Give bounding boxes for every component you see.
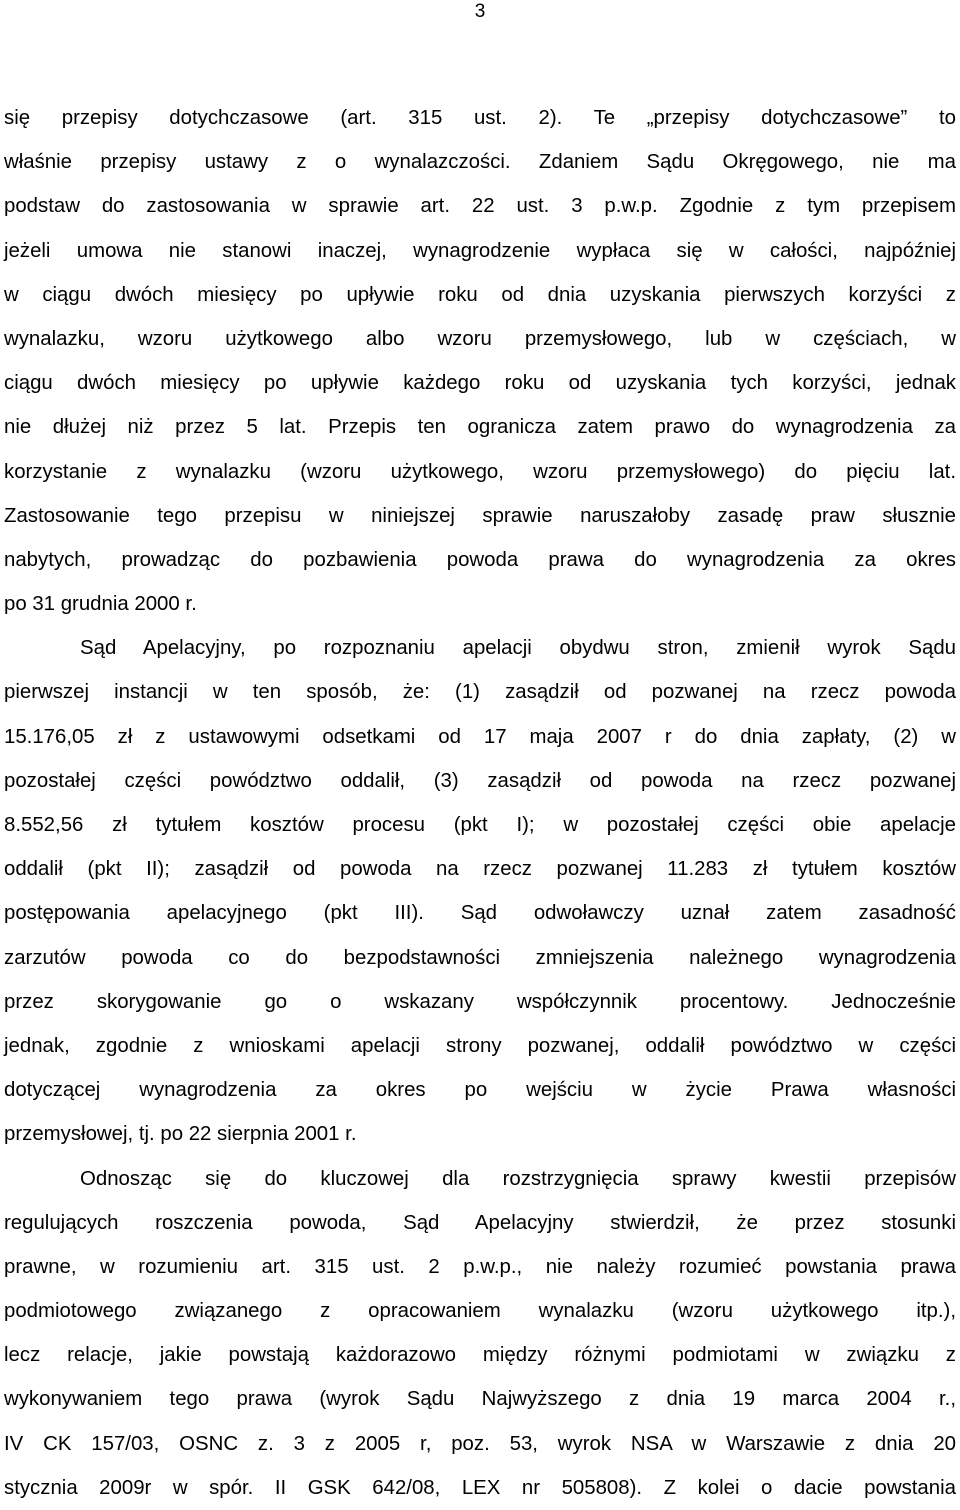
text-line: postępowania apelacyjnego (pkt III). Sąd odwoławczy uznał zatem zasadność (4, 891, 956, 935)
paragraph (4, 96, 956, 626)
text-line: ciągu dwóch miesięcy po upływie każdego roku od uzyskania tych korzyści, jednak (4, 361, 956, 405)
text-line: podmiotowego związanego z opracowaniem wynalazku (wzoru użytkowego itp.), (4, 1289, 956, 1333)
text-line: 8.552,56 zł tytułem kosztów procesu (pkt I); w pozostałej części obie apelacje (4, 803, 956, 847)
text-line: nabytych, prowadząc do pozbawienia powoda prawa do wynagrodzenia za okres (4, 538, 956, 582)
text-line: stycznia 2009r w spór. II GSK 642/08, LEX nr 505808). Z kolei o dacie powstania (4, 1466, 956, 1510)
text-line: właśnie przepisy ustawy z o wynalazczości. Zdaniem Sądu Okręgowego, nie ma (4, 140, 956, 184)
text-line: IV CK 157/03, OSNC z. 3 z 2005 r, poz. 53, wyrok NSA w Warszawie z dnia 20 (4, 1422, 956, 1466)
text-line: przemysłowej, tj. po 22 sierpnia 2001 r. (4, 1112, 956, 1156)
paragraph (4, 626, 956, 1156)
text-line: przez skorygowanie go o wskazany współczynnik procentowy. Jednocześnie (4, 980, 956, 1024)
paragraph-list (4, 96, 956, 1510)
text-line: się przepisy dotychczasowe (art. 315 ust. 2). Te „przepisy dotychczasowe” to (4, 96, 956, 140)
text-line: w ciągu dwóch miesięcy po upływie roku od dnia uzyskania pierwszych korzyści z (4, 273, 956, 317)
text-line: oddalił (pkt II); zasądził od powoda na rzecz pozwanej 11.283 zł tytułem kosztów (4, 847, 956, 891)
text-line: wykonywaniem tego prawa (wyrok Sądu Najwyższego z dnia 19 marca 2004 r., (4, 1377, 956, 1421)
text-line: jednak, zgodnie z wnioskami apelacji strony pozwanej, oddalił powództwo w części (4, 1024, 956, 1068)
text-line: nie dłużej niż przez 5 lat. Przepis ten ogranicza zatem prawo do wynagrodzenia za (4, 405, 956, 449)
text-line: podstaw do zastosowania w sprawie art. 22 ust. 3 p.w.p. Zgodnie z tym przepisem (4, 184, 956, 228)
text-line: 15.176,05 zł z ustawowymi odsetkami od 17 maja 2007 r do dnia zapłaty, (2) w (4, 715, 956, 759)
text-line: lecz relacje, jakie powstają każdorazowo między różnymi podmiotami w związku z (4, 1333, 956, 1377)
text-line: jeżeli umowa nie stanowi inaczej, wynagrodzenie wypłaca się w całości, najpóźniej (4, 229, 956, 273)
text-line: korzystanie z wynalazku (wzoru użytkowego, wzoru przemysłowego) do pięciu lat. (4, 450, 956, 494)
text-line: regulujących roszczenia powoda, Sąd Apelacyjny stwierdził, że przez stosunki (4, 1201, 956, 1245)
text-line: pierwszej instancji w ten sposób, że: (1) zasądził od pozwanej na rzecz powoda (4, 670, 956, 714)
text-line: zarzutów powoda co do bezpodstawności zmniejszenia należnego wynagrodzenia (4, 936, 956, 980)
document-body (4, 96, 956, 1510)
text-line: Odnosząc się do kluczowej dla rozstrzygnięcia sprawy kwestii przepisów (4, 1157, 956, 1201)
text-line: Sąd Apelacyjny, po rozpoznaniu apelacji obydwu stron, zmienił wyrok Sądu (4, 626, 956, 670)
text-line: wynalazku, wzoru użytkowego albo wzoru przemysłowego, lub w częściach, w (4, 317, 956, 361)
paragraph (4, 1157, 956, 1510)
text-line: Zastosowanie tego przepisu w niniejszej sprawie naruszałoby zasadę praw słusznie (4, 494, 956, 538)
text-line: po 31 grudnia 2000 r. (4, 582, 956, 626)
text-line: prawne, w rozumieniu art. 315 ust. 2 p.w.p., nie należy rozumieć powstania prawa (4, 1245, 956, 1289)
text-line: pozostałej części powództwo oddalił, (3) zasądził od powoda na rzecz pozwanej (4, 759, 956, 803)
text-line: dotyczącej wynagrodzenia za okres po wejściu w życie Prawa własności (4, 1068, 956, 1112)
page-number: 3 (0, 0, 960, 24)
